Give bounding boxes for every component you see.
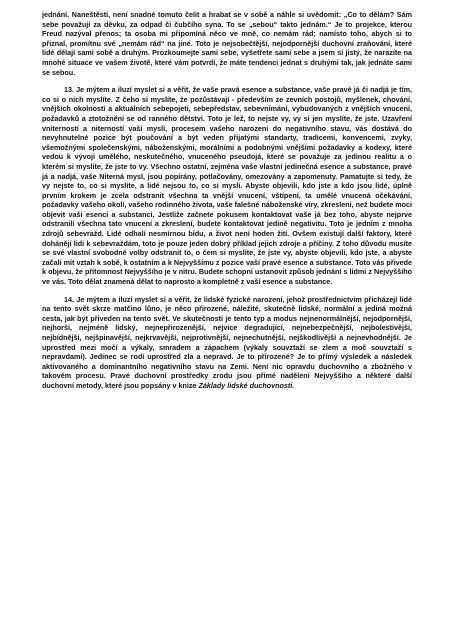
paragraph-gap: [42, 287, 412, 295]
book-title: Základy lidské duchovnosti.: [198, 380, 295, 390]
paragraph-14: [42, 295, 412, 391]
paragraph-gap: [42, 77, 412, 85]
paragraph-intro: jednání. Naneštěstí, není snadné tomuto čelit a hrabat se v sobě a náhle si uvědomit: „Co to dělám? Sám sebe považuji za děvku, za odpad či čubčího syna. To se „sebou“ takto jednám.“ Je to projekce, kterou Freud nazýval přenos; ta osoba mi připomíná něco ve mně, co nemám rád; namísto toho, abych si to přiznal, promítnu své „nemám rád“ na jiné. Toto je nejsobečtější, nejodpornější duchovní zraňování, které lidé dělají sami sobě a druhým. Prozkoumejte sami sebe, vyšetřete sami sebe a jsem si jistý, že narazíte na mnohé situace ve vašem životě, které vám potvrdí, že máte tendenci jednat s druhými tak, jak jednáte sami se sebou.: [42, 10, 412, 77]
paragraph-14-body: 14. Je mýtem a iluzí myslet si a věřit, že lidské fyzické narození, jehož prostřednictvím přicházejí lidé na tento svět skrze matčino lůno, je něco přirozené, náležité, skutečně lidské, normální a jediná možná cesta, jak být přiveden na tento svět. Ve skutečnosti je tento typ a modus nejnenormálnější, nejodpornější, nejhorší, nejméně lidský, nejnepřirozenější, nejvíce degradující, nejnebezpečnější, nejbolestivější, nejbídnější, nejšpinavější, nejkrvavější, nejprotivnější, nejnechutnější, nejškodlivější a nejnevhodnější. Je uprostřed mezi močí a výkaly, smradem a zápachem (výkaly souvztaží se zlem a moč souvztaží s nepravdami). Jedinec se rodí uprostřed zla a nepravd. Je to přirozené? Je to přímý výsledek a následek aktivovaného a dominantního negativního stavu na Zemi. Není nic opravdu duchovního a zbožného v takovém procesu. Pravé duchovní prostředky zrodu jsou přímé nadělení Nejvyššího a některé další duchovní metody, které jsou popsány v knize: [42, 294, 412, 390]
paragraph-13: 13. Je mýtem a iluzí myslet si a věřit, že vaše pravá esence a substance, vaše pravé já či nadjá je tím, co si o nich myslíte. Z čeho si myslíte, že pozůstávají - především ze zevních postojů, myšlenek, chování, vnějších okolností a aktuálních sebepojetí, sebepředstav, sebevnímání, vybudovaných z vnějších vnucení, požadavků a ztotožnění se od ranného dětství. Toto je lež, to nejste vy, vy si jen myslíte, že jste. Uzavření vniterností a niterností vaší mysli, procesem vašeho narození do negativního stavu, vás dostává do nevyhnutelné pozice být poučování a být veden přijatými standarty, tradicemi, konvencemi, zvyky, všemožnými společenskými, náboženskými, morálními a podobnými vnějšími požadavky a kodexy, které vedou k vývoji umělého, neskutečného, vnuceného pseudojá, které se považuje za jedinou realitu a o kterém si myslíte, že jste to vy. Všechno ostatní, zejména vaše vlastní jedinečná esence a substance, pravé já a nadjá, vaše Niterná mysl, jsou popírány, potlačovány, omezovány a zapomenuty. Pamatujte si tedy, že vy nejste to, co si myslíte, a lidé nejsou to, co si myslí. Abyste objevili, kdo jste a kdo jsou lidé, úplně prvním krokem je zcela odstranit všechna ta vnější vnucení, vštípení, ta umělé vnucená očekávání, požadavky vašeho okolí, vašeho rodinného života, vaše falešné náboženské víry, zkreslení, než budete moci objevit vaši esenci a substanci. Jestliže začnete pokusem kontaktovat vaše já bez toho, abyste nejprve odstranili všechna tato vnucení a zkreslení, budete kontaktovat jedině negativitu. Toto je jedním z mnoha zdrojů sebevražd. Lidé odhalí nesmírnou bídu, a život není hoden žití. Ovšem existují další faktory, které dohánějí lidi k sebevraždám, toto je pouze jeden dobrý příklad jejich zdroje a příčiny. Z toho důvodu musíte se své vlastní svobodné volby odstranit to, o čem si myslíte, že jste vy, abyste objevili, kdo jste, a abyste začali mít vztah k sobě, k ostatním a k Nejvyššímu z pozice vaší pravé esence a substance. Toto vás přivede k objevu, že přítomnost Nejvyššího je v nitru. Budete schopni ustanovit způsob jednání s lidmi z Nejvyššího ve vás. Toto dělat znamená dělat to naprosto a kompletně z vaší esence a substance.: [42, 85, 412, 287]
